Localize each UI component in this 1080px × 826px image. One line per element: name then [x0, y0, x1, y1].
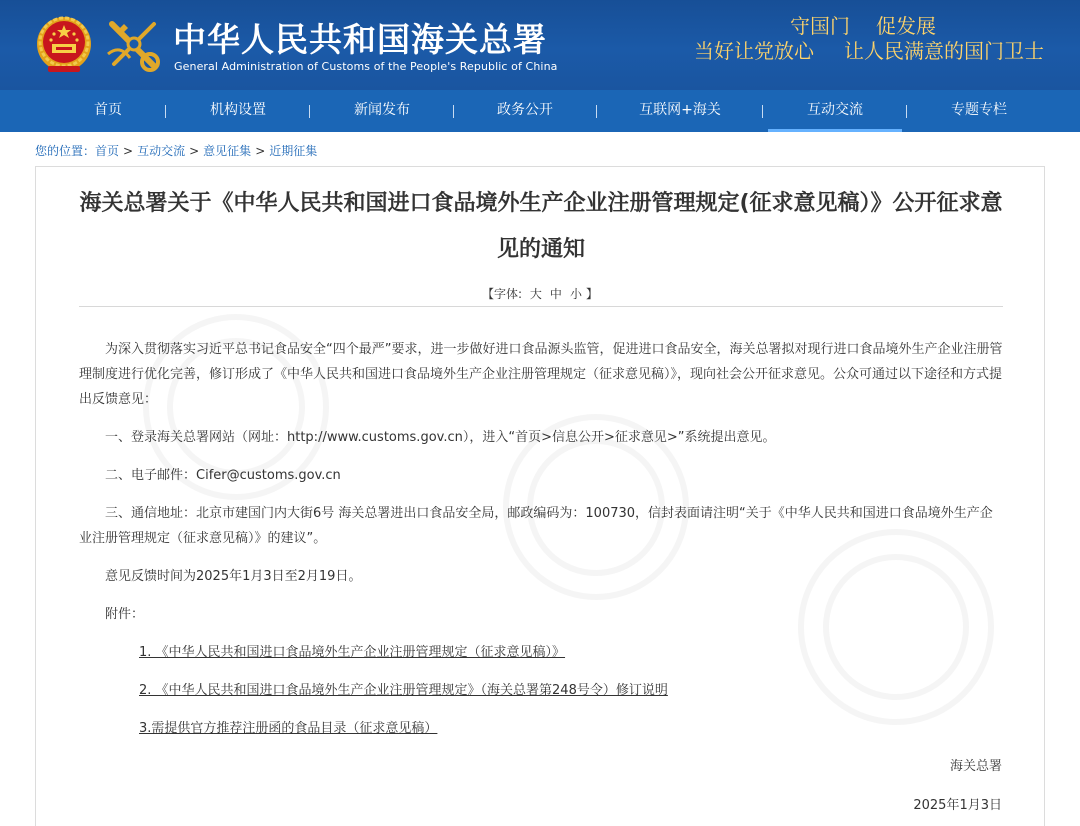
nav-item-news[interactable]: 新闻发布 [354, 102, 410, 118]
article-title: 海关总署关于《中华人民共和国进口食品境外生产企业注册管理规定(征求意见稿）》公开征求意见的通知 [79, 191, 1003, 262]
signature-date: 2025年1月3日 [913, 798, 1002, 813]
nav-item-special-topics[interactable]: 专题专栏 [951, 102, 1007, 118]
article-paragraph: 三、通信地址：北京市建国门内大街6号 海关总署进出口食品安全局，邮政编码为：100730，信封表面请注明“关于《中华人民共和国进口食品境外生产企业注册管理规定（征求意见稿）》的建议”。 [79, 506, 993, 546]
nav-item-internet-customs[interactable]: 互联网+海关 [639, 102, 721, 118]
article-paragraph: 二、电子邮件：Cifer@customs.gov.cn [105, 468, 341, 483]
main-nav [0, 90, 1080, 132]
nav-item-interaction[interactable]: 互动交流 [768, 90, 902, 132]
breadcrumb-recent-collection[interactable]: 近期征集 [269, 144, 318, 158]
signature-organization: 海关总署 [949, 759, 1002, 774]
slogan-text: 让人民满意的国门卫士 [844, 39, 1044, 63]
attachment-link[interactable]: 1. 《中华人民共和国进口食品境外生产企业注册管理规定（征求意见稿）》 [139, 645, 566, 660]
national-emblem-icon [34, 14, 94, 76]
header-slogan [694, 14, 1044, 64]
title-divider [79, 306, 1003, 307]
font-size-control [36, 285, 1044, 302]
breadcrumb-separator: > [189, 144, 200, 158]
font-size-large-button[interactable]: 大 [529, 287, 542, 301]
attachment-link[interactable]: 3.需提供官方推荐注册函的食品目录（征求意见稿） [139, 721, 438, 736]
article-paragraph: 为深入贯彻落实习近平总书记食品安全“四个最严”要求，进一步做好进口食品源头监管，促进进口食品安全，海关总署拟对现行进口食品境外生产企业注册管理制度进行优化完善，修订形成了《中华人民共和国进口食品境外生产企业注册管理规定（征求意见稿）》，现向社会公开征求意见。公众可通过以下途径和方式提出反馈意见： [79, 342, 1003, 407]
slogan-text: 守国门 [790, 14, 850, 38]
article-container [35, 166, 1045, 826]
breadcrumb-separator: > [255, 144, 266, 158]
attachment-link[interactable]: 2. 《中华人民共和国进口食品境外生产企业注册管理规定》（海关总署第248号令）修订说明 [139, 683, 668, 698]
nav-separator [762, 105, 763, 118]
breadcrumb-interaction[interactable]: 互动交流 [137, 144, 186, 158]
nav-separator [309, 105, 310, 118]
breadcrumb-separator: > [123, 144, 134, 158]
nav-separator [596, 105, 597, 118]
nav-item-home[interactable]: 首页 [94, 102, 122, 118]
article-paragraph: 意见反馈时间为2025年1月3日至2月19日。 [105, 569, 362, 584]
site-header [0, 0, 1080, 90]
nav-item-government-affairs[interactable]: 政务公开 [497, 102, 553, 118]
attachments-label: 附件： [105, 607, 145, 622]
font-size-small-button[interactable]: 小 [569, 287, 582, 301]
font-size-medium-button[interactable]: 中 [549, 287, 562, 301]
article-paragraph: 一、登录海关总署网站（网址：http://www.customs.gov.cn），进入“首页>信息公开>征求意见>”系统提出意见。 [105, 430, 776, 445]
site-title: 中华人民共和国海关总署 [173, 20, 547, 59]
breadcrumb-opinion-collection[interactable]: 意见征集 [203, 144, 252, 158]
breadcrumb-prefix: 您的位置： [35, 144, 96, 158]
nav-separator [165, 105, 166, 118]
customs-emblem-icon [104, 14, 164, 76]
nav-separator [906, 105, 907, 118]
font-size-label-close: 】 [585, 287, 598, 301]
breadcrumb-home[interactable]: 首页 [95, 144, 120, 158]
nav-item-organization[interactable]: 机构设置 [210, 102, 266, 118]
slogan-text: 当好让党放心 [694, 39, 814, 63]
font-size-label: 【字体: [482, 287, 523, 301]
site-subtitle: General Administration of Customs of the People's Republic of China [174, 60, 558, 73]
article-body [79, 337, 1003, 741]
breadcrumb [35, 142, 317, 159]
slogan-text: 促发展 [876, 14, 936, 38]
nav-separator [453, 105, 454, 118]
